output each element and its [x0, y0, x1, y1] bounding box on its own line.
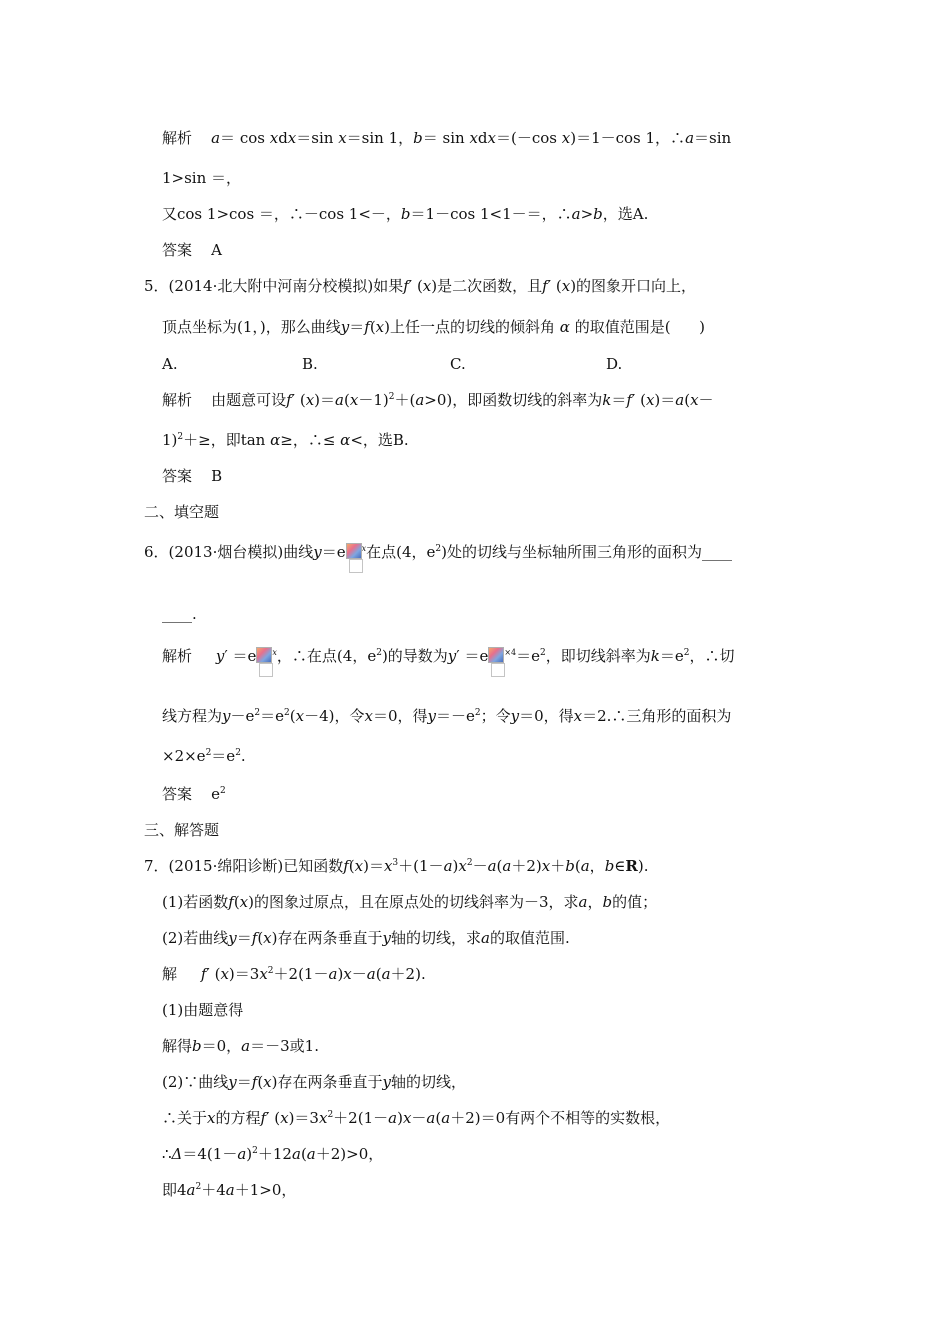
- q5-option-c: C.: [450, 355, 466, 373]
- q5-option-a: A.: [162, 355, 178, 373]
- q5-stem-line-1: 5．(2014·北大附中河南分校模拟)如果f′ (x)是二次函数，且f′ (x)的图象开口向上，: [144, 277, 697, 295]
- q6-solution-line-3: $\times 2\times e^2=e^2$.: [162, 747, 246, 765]
- answer-label: 答案: [162, 785, 193, 803]
- answer-label: 答案: [162, 241, 193, 259]
- q6-solution-line-1: 解析 y′ ＝e $^x$，∴在点(4，$e^2$)的导数为y′ ＝e $^{\times 4}=e^2$，即切线斜率为$k=e^2$，∴切: [162, 647, 735, 665]
- q6-solution-line-2: 线方程为$y-e^2=e^2(x-4)$，令x＝0，得$y=-e^2$；令y＝0，得x＝2.∴三角形的面积为: [162, 707, 732, 725]
- q5-solution-line-1: 解析 由题意可设f′ $(x)=a(x-1)^2+(a>0)$，即函数切线的斜率为k＝f′ (x)＝a(x－: [162, 391, 714, 409]
- formula-image-icon: [256, 647, 272, 663]
- formula-image-icon: [346, 543, 362, 559]
- q7-solution-line-6: $\therefore\Delta=4(1-a)^2+12a(a+2)>0$，: [162, 1145, 384, 1163]
- q7-solution-line-4: (2)∵曲线y＝f(x)存在两条垂直于y轴的切线，: [162, 1073, 466, 1091]
- q5-option-d: D.: [606, 355, 623, 373]
- solution-label: 解析: [162, 391, 193, 409]
- q7-solution-line-3: 解得b＝0，a＝－3或1.: [162, 1037, 319, 1055]
- q6-stem-line-2: ____.: [162, 605, 197, 623]
- q7-solution-line-7: 即$4a^2+4a+1>0$，: [162, 1181, 297, 1199]
- section-heading-fill-in: 二、填空题: [144, 503, 220, 521]
- q7-solution-line-5: ∴关于x的方程f′ $(x)=3x^2+2(1-a)x-a(a+2)=0$有两个不相等的实数根，: [162, 1109, 671, 1127]
- q6-stem-line-1: 6．(2013·烟台模拟)曲线y＝e $^x$在点(4，$e^2$)处的切线与坐标轴所围三角形的面积为____: [144, 543, 732, 561]
- q6-answer: 答案 $e^2$: [162, 785, 226, 803]
- q7-solution-line-2: (1)由题意得: [162, 1001, 244, 1019]
- q5-stem-line-2: 顶点坐标为(1，)，那么曲线y＝f(x)上任一点的切线的倾斜角 α 的取值范围是( ): [162, 318, 706, 336]
- q4-solution-line-3: 又cos 1>cos ＝，∴－cos 1<－，b＝1－cos 1<1－＝，∴a>b，选A.: [162, 205, 649, 223]
- q4-solution-line-1: 解析 a＝ cos xdx＝sin x＝sin 1，b＝ sin xdx＝(－cos x)＝1－cos 1，∴a＝sin: [162, 129, 732, 147]
- formula-image-icon: [488, 647, 504, 663]
- q7-solution-line-1: 解 f′ $(x)=3x^2+2(1-a)x-a(a+2)$.: [162, 965, 426, 983]
- q7-part-1: (1)若函数f(x)的图象过原点，且在原点处的切线斜率为－3，求a，b的值；: [162, 893, 658, 911]
- q5-solution-line-2: 1)$^2$＋≥，即tan α≥，∴≤ α<，选B.: [162, 431, 409, 449]
- q5-option-b: B.: [302, 355, 318, 373]
- q7-stem-line-1: 7．(2015·绵阳诊断)已知函数$f(x)=x^3+(1-a)x^2-a(a+2)x+b(a$，b∈R).: [144, 857, 649, 875]
- q4-answer: 答案 A: [162, 241, 222, 259]
- solution-label: 解: [162, 965, 178, 983]
- section-heading-solve: 三、解答题: [144, 821, 220, 839]
- q4-solution-line-2: 1>sin ＝，: [162, 169, 242, 187]
- answer-label: 答案: [162, 467, 193, 485]
- solution-label: 解析: [162, 129, 193, 147]
- q5-answer: 答案 B: [162, 467, 223, 485]
- q7-part-2: (2)若曲线y＝f(x)存在两条垂直于y轴的切线，求a的取值范围.: [162, 929, 570, 947]
- solution-label: 解析: [162, 647, 193, 665]
